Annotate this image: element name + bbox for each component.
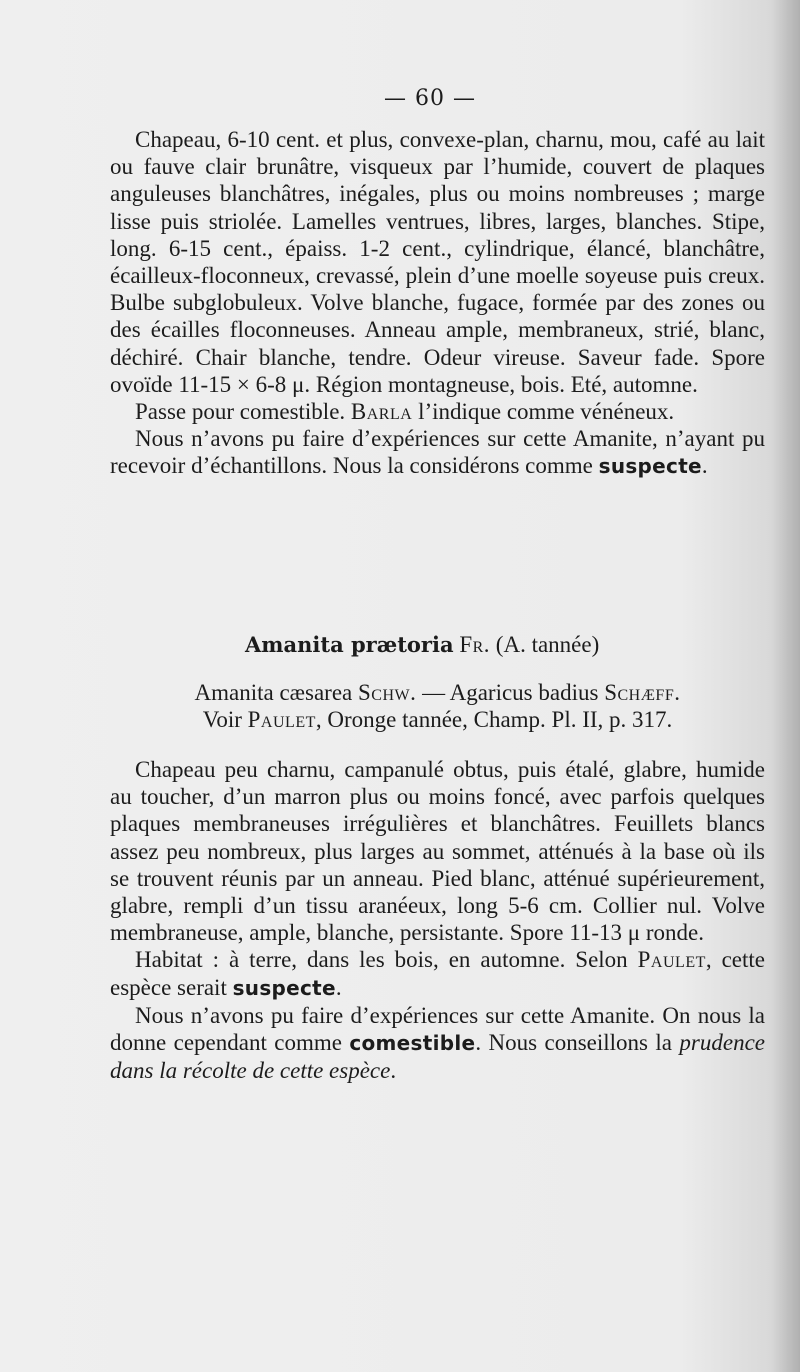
species-title: [245, 632, 665, 658]
section-1-text: [110, 126, 765, 481]
suspecte-label: suspecte: [598, 454, 702, 479]
author-barla: Barla: [350, 399, 413, 425]
reference-prefix: Voir: [202, 707, 242, 732]
synonym-a: Amanita cæsarea: [194, 680, 353, 705]
habitat-text: Habitat : à terre, dans les bois, en automne. Selon: [135, 947, 628, 973]
edibility-text-end: l’indique comme vénéneux.: [418, 399, 675, 425]
note-text: Nous n’avons pu faire d’expériences sur cette Amanite, n’ayant pu recevoir d’échantillons. Nous la considérons comme: [110, 426, 765, 479]
final-text-mid: . Nous conseillons la: [475, 1030, 673, 1056]
synonym-b-author: Schæff.: [604, 680, 681, 705]
reference-text: , Oronge tannée, Champ. Pl. II, p. 317.: [315, 707, 673, 732]
edibility-text: Passe pour comestible.: [135, 399, 346, 425]
period: .: [390, 1058, 397, 1084]
synonym-separator: —: [422, 680, 446, 705]
period: .: [335, 974, 342, 1000]
page-edge-shadow: [772, 0, 800, 1372]
species-author: Fr.: [459, 632, 491, 657]
note-paragraph: [110, 425, 765, 480]
reference-author: Paulet: [247, 707, 316, 732]
section-2-text: [110, 756, 765, 1084]
final-paragraph: [110, 1002, 765, 1085]
comestible-label: comestible: [349, 1031, 476, 1056]
habitat-suspecte-label: suspecte: [232, 975, 336, 1000]
synonym-a-author: Schw.: [358, 680, 417, 705]
synonym-line-1: [110, 679, 765, 706]
edibility-paragraph: [110, 398, 765, 425]
species-description: Chapeau peu charnu, campanulé obtus, puis étalé, glabre, humide au toucher, d’un marron plus ou moins foncé, avec parfois quelques plaques membraneuses irrégulières et blanchâtres. Feuillets blancs assez peu nombreux, plus larges au sommet, atténués à la base où ils se trouvent réunis par un anneau. Pied blanc, atténué supérieurement, glabre, rempli d’un tissu aranéeux, long 5-6 cm. Collier nul. Volve membraneuse, ample, blanche, persistante. Spore 11-13 μ ronde.: [110, 757, 765, 946]
habitat-author: Paulet: [637, 947, 706, 973]
habitat-paragraph: [110, 946, 765, 1001]
species-common-name: (A. tannée): [495, 632, 600, 657]
page-number: — 60 —: [384, 86, 476, 111]
period: .: [701, 453, 708, 479]
final-italic-text: prudence dans la récolte de cette espèce: [110, 1030, 765, 1084]
habitat-text-mid: , cette espèce serait: [110, 947, 765, 1000]
final-text: Nous n’avons pu faire d’expériences sur cette Amanite. On nous la donne cependant comme: [110, 1002, 765, 1056]
synonym-line-2: [110, 706, 765, 733]
description-paragraph: Chapeau, 6-10 cent. et plus, convexe-plan, charnu, mou, café au lait ou fauve clair brunâtre, visqueux par l’humide, couvert de plaques anguleuses blanchâtres, inégales, plus ou moins nombreuses ; marge lisse puis striolée. Lamelles ventrues, libres, larges, blanches. Stipe, long. 6-15 cent., épaiss. 1-2 cent., cylindrique, élancé, blanchâtre, écailleux-floconneux, crevassé, plein d’une moelle soyeuse puis creux. Bulbe subglobuleux. Volve blanche, fugace, formée par des zones ou des écailles floconneuses. Anneau ample, membraneux, strié, blanc, déchiré. Chair blanche, tendre. Odeur vireuse. Saveur fade. Spore ovoïde 11-15 × 6-8 μ. Région montagneuse, bois. Eté, automne.: [110, 127, 765, 397]
synonym-b: Agaricus badius: [449, 680, 599, 705]
species-name: Amanita prætoria: [245, 632, 454, 657]
